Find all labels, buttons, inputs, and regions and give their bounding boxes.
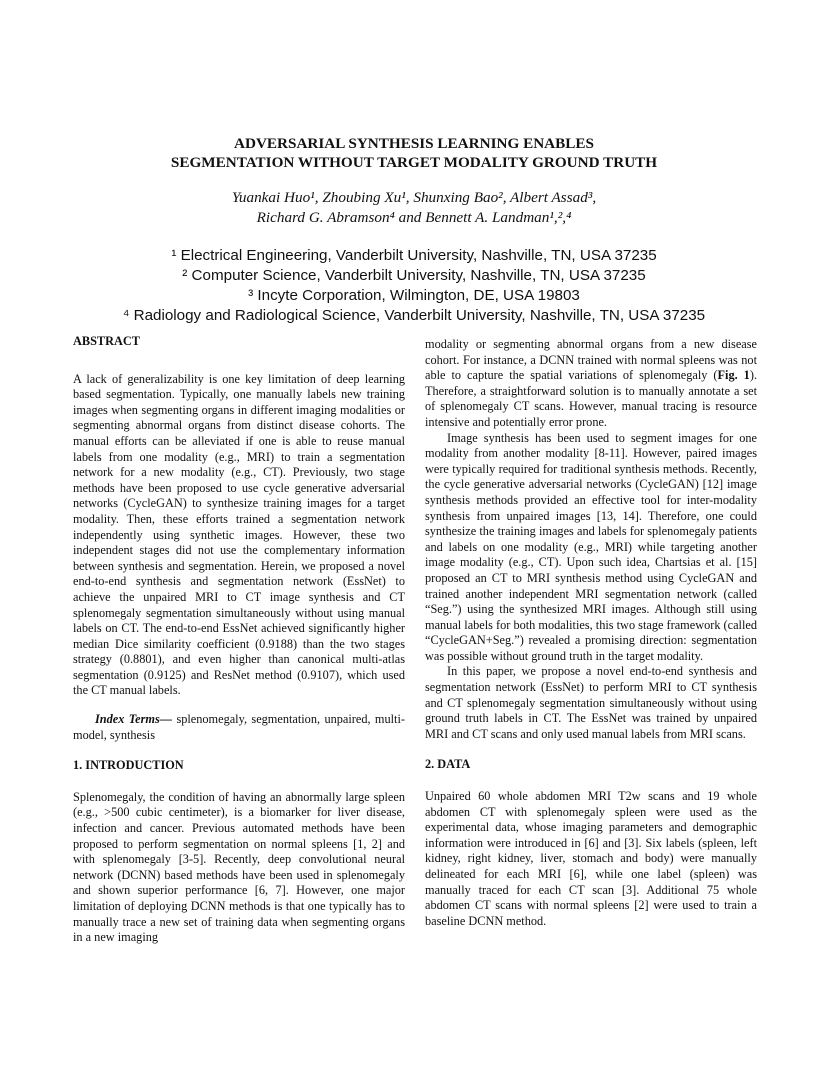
data-heading: 2. DATA [425,757,471,772]
title-line-1: ADVERSARIAL SYNTHESIS LEARNING ENABLES [234,135,594,152]
index-terms-label: Index Terms— [95,712,173,727]
right-column [425,337,757,929]
index-terms [73,712,405,743]
abstract-heading: ABSTRACT [73,334,140,348]
affiliations [0,246,828,326]
left-column [73,334,405,946]
affiliation-3: ³ Incyte Corporation, Wilmington, DE, USA 19803 [248,287,580,304]
intro-cont-part-b: ). Therefore, a straightforward solution is to manually annotate a set of splenomegaly CT scans. However, manual tracing is resource intensive and potentially error prone. [425,368,758,429]
authors-line-1: Yuankai Huo¹, Zhoubing Xu¹, Shunxing Bao², Albert Assad³, [231,189,597,206]
author-list [0,188,828,228]
introduction-paragraph-1-continued [425,337,757,431]
introduction-paragraph-1: Splenomegaly, the condition of having an abnormally large spleen (e.g., >500 cubic centimeter), is a biomarker for liver disease, infection and cancer. Previous automated methods have been proposed to perform segmentation on normal spleens [1, 2] and with splenomegaly [3-5]. Recently, deep convolutional neural network (DCNN) based methods have been used in splenomegaly and shown superior performance [6, 7]. However, one major limitation of deploying DCNN methods is that one typically has to manually trace a new set of training data when segmenting organs in a new imaging [73,789,405,945]
introduction-heading: 1. INTRODUCTION [73,758,184,773]
data-paragraph-1: Unpaired 60 whole abdomen MRI T2w scans and 19 whole abdomen CT with splenomegaly spleen were used as the experimental data, whose imaging parameters and demographic information were introduced in [6] and [3]. Six labels (spleen, left kidney, right kidney, liver, stomach and body) were manually delineated for each MRI [6], while one label (spleen) was manually traced for each CT scan [3]. Additional 75 whole abdomen CT scans with normal spleens [2] were used to train a baseline DCNN method. [425,789,757,928]
intro-cont-part-a: modality or segmenting abnormal organs from a new disease cohort. For instance, a DCNN trained with normal spleens was not able to capture the spatial variations of splenomegaly ( [425,337,757,383]
introduction-paragraph-3: In this paper, we propose a novel end-to-end synthesis and segmentation network (EssNet) to perform MRI to CT synthesis and CT splenomegaly segmentation simultaneously without using ground truth labels in CT. The EssNet was trained by unpaired MRI and CT scans and only used manual labels from MRI scans. [425,664,757,741]
affiliation-2: ² Computer Science, Vanderbilt University, Nashville, TN, USA 37235 [182,267,646,284]
abstract-text: A lack of generalizability is one key limitation of deep learning based segmentation. Typically, one manually labels new training images when segmenting organs in different imaging modalities or segmenting abnormal organs from distinct disease cohorts. The manual efforts can be alleviated if one is able to reuse manual labels from one modality (e.g., MRI) to train a segmentation network for a new modality (e.g., CT). Previously, two stage methods have been proposed to use cycle generative adversarial networks (CycleGAN) to synthesize training images for a target modality. Then, these efforts trained a segmentation network independently using synthetic images. However, these two independent stages did not use the complementary information between synthesis and segmentation. Herein, we proposed a novel end-to-end synthesis and segmentation network (EssNet) to achieve the unpaired MRI to CT image synthesis and CT splenomegaly segmentation simultaneously without using manual labels on CT. The end-to-end EssNet achieved significantly higher median Dice similarity coefficient (0.9188) than the two stages strategy (0.8801), and even higher than canonical multi-atlas segmentation (0.9125) and ResNet method (0.9107), which used the CT manual labels. [73,371,405,698]
affiliation-1: ¹ Electrical Engineering, Vanderbilt University, Nashville, TN, USA 37235 [171,247,657,264]
introduction-paragraph-2: Image synthesis has been used to segment images for one modality from another modality [8-11]. However, paired images were typically required for traditional synthesis methods. Recently, the cycle generative adversarial networks (CycleGAN) [12] image synthesis methods provided an effective tool for inter-modality synthesis from unpaired images [13, 14]. Therefore, one could synthesize the training images and labels for splenomegaly patients and labels on one modality (e.g., MRI) while targeting another image modality (e.g., CT). Upon such idea, Chartsias et al. [15] proposed an CT to MRI synthesis method using CycleGAN and trained another independent MRI segmentation network (called “Seg.”) using the synthesized MRI images. Although still using manual labels for both modalities, this two stage framework (called “CycleGAN+Seg.”) revealed a promising direction: segmentation was possible without ground truth in the target modality. [425,430,757,663]
title-line-2: SEGMENTATION WITHOUT TARGET MODALITY GROUND TRUTH [170,154,658,171]
figure-1-reference: Fig. 1 [717,368,750,383]
authors-line-2: Richard G. Abramson⁴ and Bennett A. Landman¹,²,⁴ [256,209,572,226]
affiliation-4: ⁴ Radiology and Radiological Science, Vanderbilt University, Nashville, TN, USA 37235 [122,307,706,324]
index-terms-text: splenomegaly, segmentation, unpaired, multi-model, synthesis [73,712,405,742]
paper-title [0,134,828,172]
